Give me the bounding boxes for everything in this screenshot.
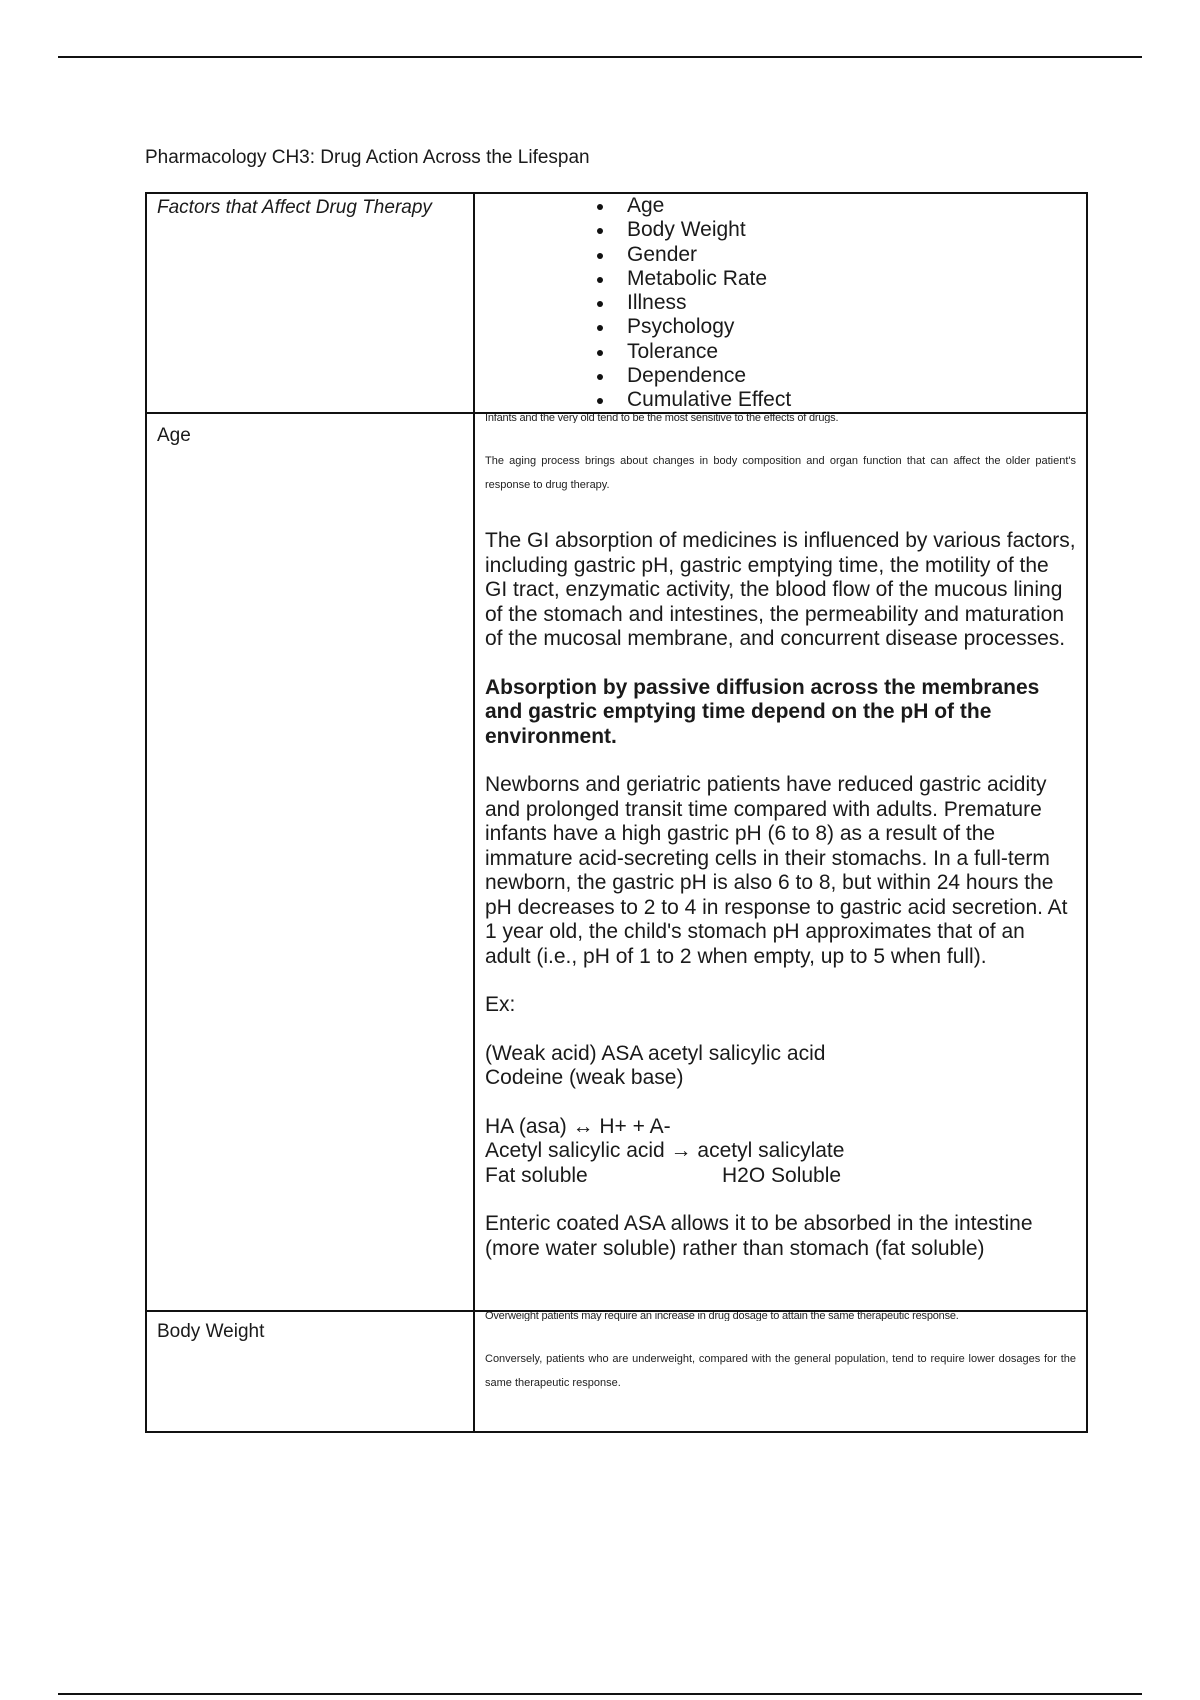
weak-acid-text: (Weak acid) ASA acetyl salicylic acid (485, 1041, 826, 1065)
factor-item: Body Weight (585, 218, 1076, 242)
body-weight-content-cell (475, 1312, 1086, 1431)
equation-conversion: Acetyl salicylic acid → acetyl salicylate (485, 1139, 845, 1162)
document-title: Pharmacology CH3: Drug Action Across the Lifespan (145, 147, 590, 168)
factors-label: Factors that Affect Drug Therapy (147, 194, 475, 412)
factor-item: Dependence (585, 364, 1076, 388)
factors-list (485, 194, 1076, 412)
factors-table (145, 192, 1088, 1433)
age-note-aging: The aging process brings about changes in body composition and organ function that can affect the older patient's response to drug therapy. (485, 455, 1076, 491)
factor-item: Illness (585, 291, 1076, 315)
enteric-coated-text: Enteric coated ASA allows it to be absorbed in the intestine (more water soluble) rather than stomach (fat soluble) (485, 1212, 1033, 1260)
age-label: Age (147, 414, 475, 1310)
fat-soluble-label: Fat soluble (485, 1163, 588, 1187)
factor-item: Tolerance (585, 340, 1076, 364)
newborns-text: Newborns and geriatric patients have reduced gastric acidity and prolonged transit time compared with adults. Premature infants have a high gastric pH (6 to 8) as a result of the immature acid-secreting cells in their stomachs. In a full-term newborn, the gastric pH is also 6 to 8, but within 24 hours the pH decreases to 2 to 4 in response to gastric acid secretion. At 1 year old, the child's stomach pH approximates that of an adult (i.e., pH of 1 to 2 when empty, up to 5 when full). (485, 773, 1068, 968)
factor-item: Psychology (585, 315, 1076, 339)
factor-item: Age (585, 194, 1076, 218)
factor-item: Cumulative Effect (585, 388, 1076, 412)
gi-absorption-text: The GI absorption of medicines is influenced by various factors, including gastric pH, gastric emptying time, the motility of the GI tract, enzymatic activity, the blood flow of the mucous lining of the stomach and intestines, the permeability and maturation of the mucosal membrane, and concurrent disease processes. (485, 529, 1076, 650)
solubility-row (485, 1164, 1076, 1189)
table-row-body-weight (147, 1310, 1086, 1431)
underweight-note: Conversely, patients who are underweight, compared with the general population, tend to require lower dosages for the same therapeutic response. (485, 1353, 1076, 1389)
h2o-soluble-label: H2O Soluble (722, 1163, 842, 1187)
example-label: Ex: (485, 993, 516, 1016)
equation-dissociation: HA (asa) ↔ H+ + A- (485, 1114, 671, 1138)
age-content-cell (475, 414, 1086, 1310)
overweight-note: Overweight patients may require an increase in drug dosage to attain the same therapeutic response. (485, 1312, 959, 1321)
passive-diffusion-text: Absorption by passive diffusion across the membranes and gastric emptying time depend on the pH of the environment. (485, 675, 1040, 748)
table-row-factors (147, 194, 1086, 412)
weak-base-text: Codeine (weak base) (485, 1066, 684, 1089)
factors-list-cell (475, 194, 1086, 412)
header-rule (58, 56, 1142, 58)
factor-item: Gender (585, 243, 1076, 267)
age-note-infants: Infants and the very old tend to be the most sensitive to the effects of drugs. (485, 414, 839, 423)
table-row-age (147, 412, 1086, 1310)
footer-rule (58, 1693, 1142, 1695)
factor-item: Metabolic Rate (585, 267, 1076, 291)
body-weight-label: Body Weight (147, 1312, 475, 1431)
